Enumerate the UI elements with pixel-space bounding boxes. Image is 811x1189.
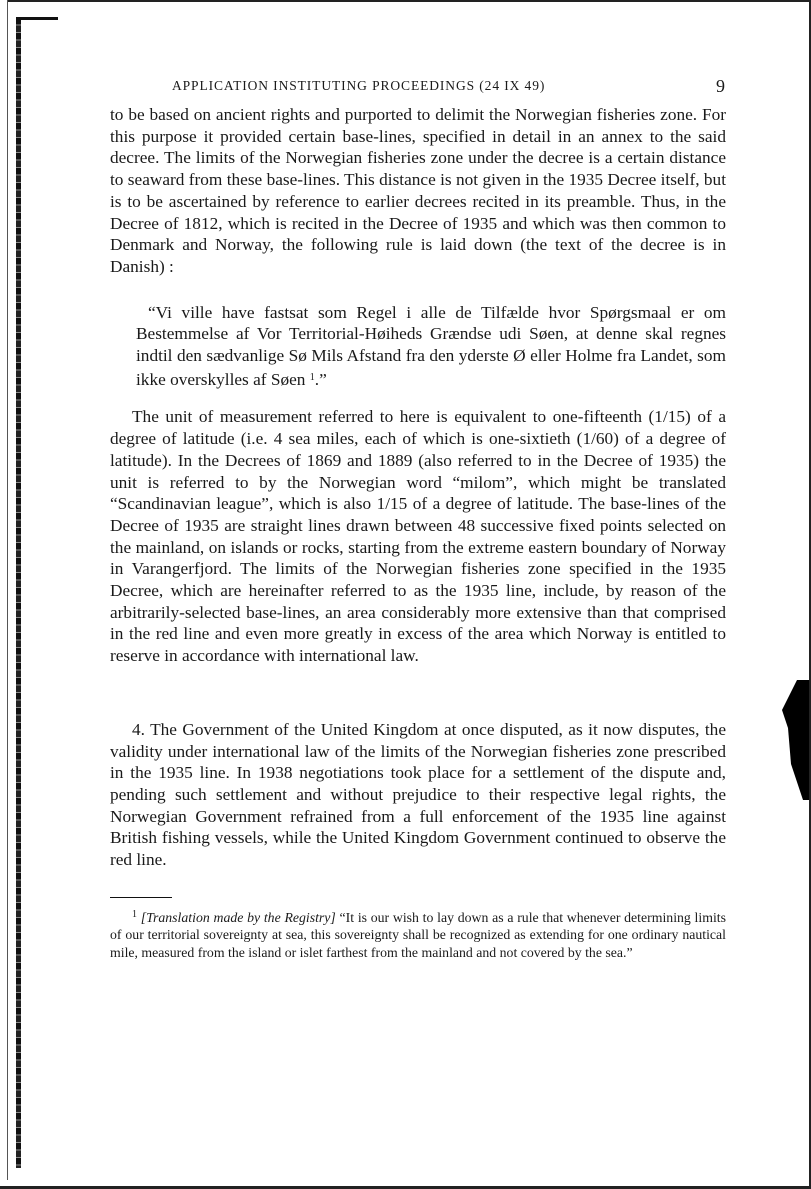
quote-closing: .” bbox=[314, 369, 327, 389]
book-spine-top bbox=[16, 17, 58, 20]
scan-top-border bbox=[8, 0, 811, 2]
scan-artifact-blot bbox=[779, 680, 809, 800]
footnote-marker: 1 bbox=[132, 908, 137, 920]
paragraph-continued: to be based on ancient rights and purported to delimit the Norwegian fisheries zone. For this purpose it provided certain base-lines, specified in detail in an annex to the said decree. The limits of the Norwegian fisheries zone under the decree is a certain distance to seaward from these base-lines. This distance is not given in the 1935 Decree itself, but is to be ascertained by reference to earlier decrees recited in its preamble. Thus, in the Decree of 1812, which is recited in the Decree of 1935 and which was then common to Denmark and Norway, the following rule is laid down (the text of the decree is in Danish) : bbox=[110, 105, 726, 276]
footnote-reference: 1 bbox=[309, 371, 315, 383]
book-spine-shadow bbox=[16, 18, 21, 1168]
paragraph-unit-of-measurement: The unit of measurement referred to here is equivalent to one-fifteenth (1/15) of a degree of latitude (i.e. 4 sea miles, each of which is one-sixtieth (1/60) of a degree of latitude). In the Decrees of 1869 and 1889 (also referred to in the Decree of 1935) the unit is referred to by the Norwegian word “milom”, which might be translated “Scandinavian league”, which is also 1/15 of a degree of latitude. The base-lines of the Decree of 1935 are straight lines drawn between 48 successive fixed points selected on the mainland, on islands or rocks, starting from the extreme eastern boundary of Norway in Varangerfjord. The limits of the Norwegian fisheries zone specified in the 1935 Decree, which are hereinafter referred to as the 1935 line, include, by reason of the arbitrarily-selected base-lines, an area considerably more extensive than that comprised in the red line and even more greatly in excess of the area which Norway is entitled to reserve in accordance with international law. bbox=[110, 407, 726, 666]
scan-left-edge bbox=[7, 0, 8, 1180]
running-header-title: APPLICATION INSTITUTING PROCEEDINGS (24 IX 49) bbox=[172, 78, 546, 93]
footnote-text: “It is our wish to lay down as a rule that whenever determining limits of our territorial sovereignty at sea, this sovereignty shall be recognized as extending for one ordinary nautical mile, measured from the island or islet farthest from the mainland and not covered by the sea.” bbox=[110, 909, 726, 960]
danish-decree-quote bbox=[136, 302, 726, 391]
quote-text: “Vi ville have fastsat som Regel i alle de Tilfælde hvor Spørgsmaal er om Bestemmelse af Vor Territorial-Høiheds Grændse udi Søen, at denne skal regnes indtil den sædvanlige Sø Mils Afstand fra den yderste Ø eller Holme fra Landet, som ikke overskylles af Søen bbox=[136, 302, 726, 389]
page-number: 9 bbox=[716, 76, 726, 96]
paragraph-4: 4. The Government of the United Kingdom at once disputed, as it now disputes, the validity under international law of the limits of the Norwegian fisheries zone prescribed in the 1935 line. In 1938 negotiations took place for a settlement of the dispute and, pending such settlement and without prejudice to their respective legal rights, the Norwegian Government refrained from a full enforcement of the 1935 line against British fishing vessels, while the United Kingdom Government continued to observe the red line. bbox=[110, 719, 726, 870]
footnote-divider bbox=[110, 897, 172, 898]
footnote-1 bbox=[110, 906, 726, 962]
footnote-label: [Translation made by the Registry] bbox=[140, 909, 336, 925]
document-page bbox=[110, 70, 726, 961]
running-header bbox=[110, 70, 726, 104]
